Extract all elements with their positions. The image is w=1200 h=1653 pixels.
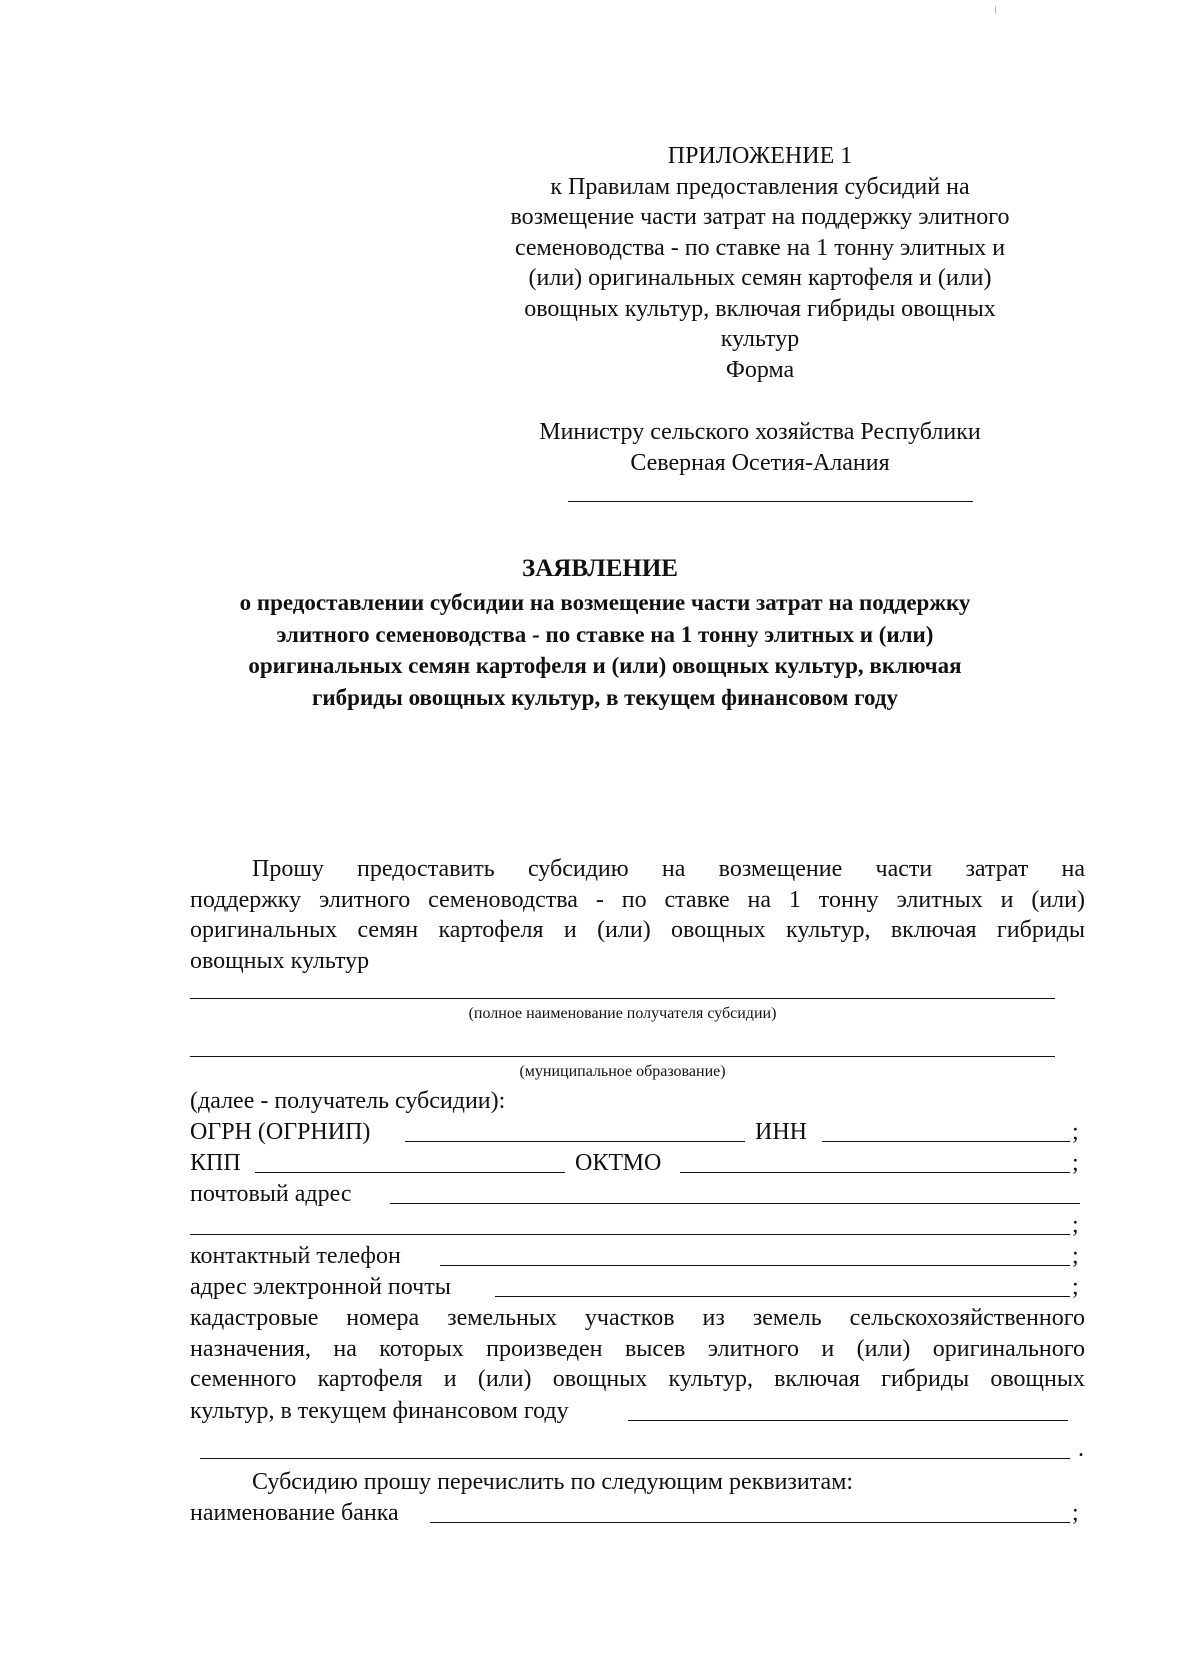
request-line: поддержку элитного семеноводства - по ставке на 1 тонну элитных и (или) — [190, 886, 1085, 913]
bank-name-row — [190, 1498, 1085, 1528]
appendix-line: возмещение части затрат на поддержку элитного — [510, 204, 1010, 230]
kpp-field[interactable] — [255, 1172, 565, 1173]
postal-field[interactable] — [390, 1203, 1080, 1204]
postal-row — [190, 1179, 1085, 1209]
semicolon: ; — [1072, 1243, 1079, 1269]
bank-name-label: наименование банка — [190, 1500, 399, 1526]
addressee-block — [470, 417, 1050, 479]
appendix-line: к Правилам предоставления субсидий на — [550, 173, 970, 200]
postal-label: почтовый адрес — [190, 1181, 352, 1207]
inn-field[interactable] — [822, 1141, 1070, 1142]
email-field[interactable] — [495, 1296, 1070, 1297]
request-line: овощных культур — [190, 947, 370, 974]
phone-row — [190, 1241, 1085, 1271]
cadastral-last-row — [190, 1396, 1085, 1426]
recipient-name-field[interactable] — [190, 998, 1055, 999]
addressee-line: Министру сельского хозяйства Республики — [539, 419, 981, 445]
cadastral-field[interactable] — [628, 1420, 1068, 1421]
request-line: Прошу предоставить субсидию на возмещение части затрат на — [252, 856, 1085, 882]
postal-row-2 — [190, 1210, 1085, 1240]
semicolon: ; — [1072, 1500, 1079, 1526]
appendix-header — [470, 141, 1050, 385]
appendix-line: овощных культур, включая гибриды овощных — [524, 295, 996, 322]
document-title: ЗАЯВЛЕНИЕ — [522, 555, 678, 582]
subtitle-line: гибриды овощных культур, в текущем финансовом году — [311, 684, 899, 710]
hereinafter-text: (далее - получатель субсидии): — [190, 1088, 506, 1114]
cadastral-line: кадастровые номера земельных участков из земель сельскохозяйственного — [190, 1305, 1085, 1331]
appendix-line: культур — [720, 326, 800, 352]
subtitle-line: о предоставлении субсидии на возмещение части затрат на поддержку — [239, 590, 971, 615]
oktmo-field[interactable] — [680, 1172, 1070, 1173]
subtitle-line: оригинальных семян картофеля и (или) овощных культур, включая — [248, 653, 962, 678]
hereinafter-row — [190, 1086, 1085, 1116]
addressee-line: Северная Осетия-Алания — [630, 450, 890, 476]
cadastral-line: назначения, на которых произведен высев элитного и (или) оригинального — [190, 1335, 1085, 1362]
recipient-caption: (полное наименование получателя субсидии) — [468, 1005, 777, 1022]
cadastral-field-continued[interactable] — [200, 1458, 1070, 1459]
inn-label: ИНН — [755, 1119, 807, 1145]
phone-field[interactable] — [440, 1265, 1070, 1266]
ogrn-inn-row — [190, 1117, 1085, 1147]
kpp-label: КПП — [190, 1150, 241, 1176]
phone-label: контактный телефон — [190, 1243, 401, 1269]
period: . — [1078, 1436, 1084, 1462]
cadastral-paragraph — [190, 1303, 1085, 1395]
request-paragraph — [190, 854, 1085, 976]
request-line: оригинальных семян картофеля и (или) овощных культур, включая гибриды — [190, 917, 1085, 943]
kpp-oktmo-row — [190, 1148, 1085, 1178]
ogrn-field[interactable] — [405, 1141, 745, 1142]
addressee-name-field[interactable] — [568, 501, 973, 502]
email-row — [190, 1272, 1085, 1302]
ogrn-label: ОГРН (ОГРНИП) — [190, 1119, 371, 1145]
semicolon: ; — [1072, 1119, 1079, 1145]
appendix-line: (или) оригинальных семян картофеля и (или) — [528, 265, 992, 291]
subtitle-line: элитного семеноводства - по ставке на 1 тонну элитных и (или) — [276, 621, 934, 647]
appendix-line: ПРИЛОЖЕНИЕ 1 — [667, 143, 853, 169]
email-label: адрес электронной почты — [190, 1274, 451, 1300]
semicolon: ; — [1072, 1274, 1079, 1300]
municipality-field[interactable] — [190, 1056, 1055, 1057]
cadastral-row-2 — [190, 1434, 1085, 1464]
cadastral-line: семенного картофеля и (или) овощных культур, включая гибриды овощных — [190, 1366, 1085, 1392]
bank-name-field[interactable] — [430, 1522, 1070, 1523]
semicolon: ; — [1072, 1212, 1079, 1238]
document-subtitle — [140, 587, 1070, 713]
appendix-line: семеноводства - по ставке на 1 тонну элитных и — [514, 234, 1006, 261]
oktmo-label: ОКТМО — [575, 1150, 662, 1176]
form-label: Форма — [725, 356, 795, 383]
postal-field-continued[interactable] — [190, 1234, 1070, 1235]
municipality-caption: (муниципальное образование) — [519, 1063, 726, 1080]
bank-intro: Субсидию прошу перечислить по следующим реквизитам: — [252, 1469, 854, 1495]
bank-intro-row — [190, 1467, 1085, 1497]
scan-speck — [995, 6, 996, 14]
cadastral-line: культур, в текущем финансовом году — [190, 1398, 569, 1424]
semicolon: ; — [1072, 1150, 1079, 1176]
